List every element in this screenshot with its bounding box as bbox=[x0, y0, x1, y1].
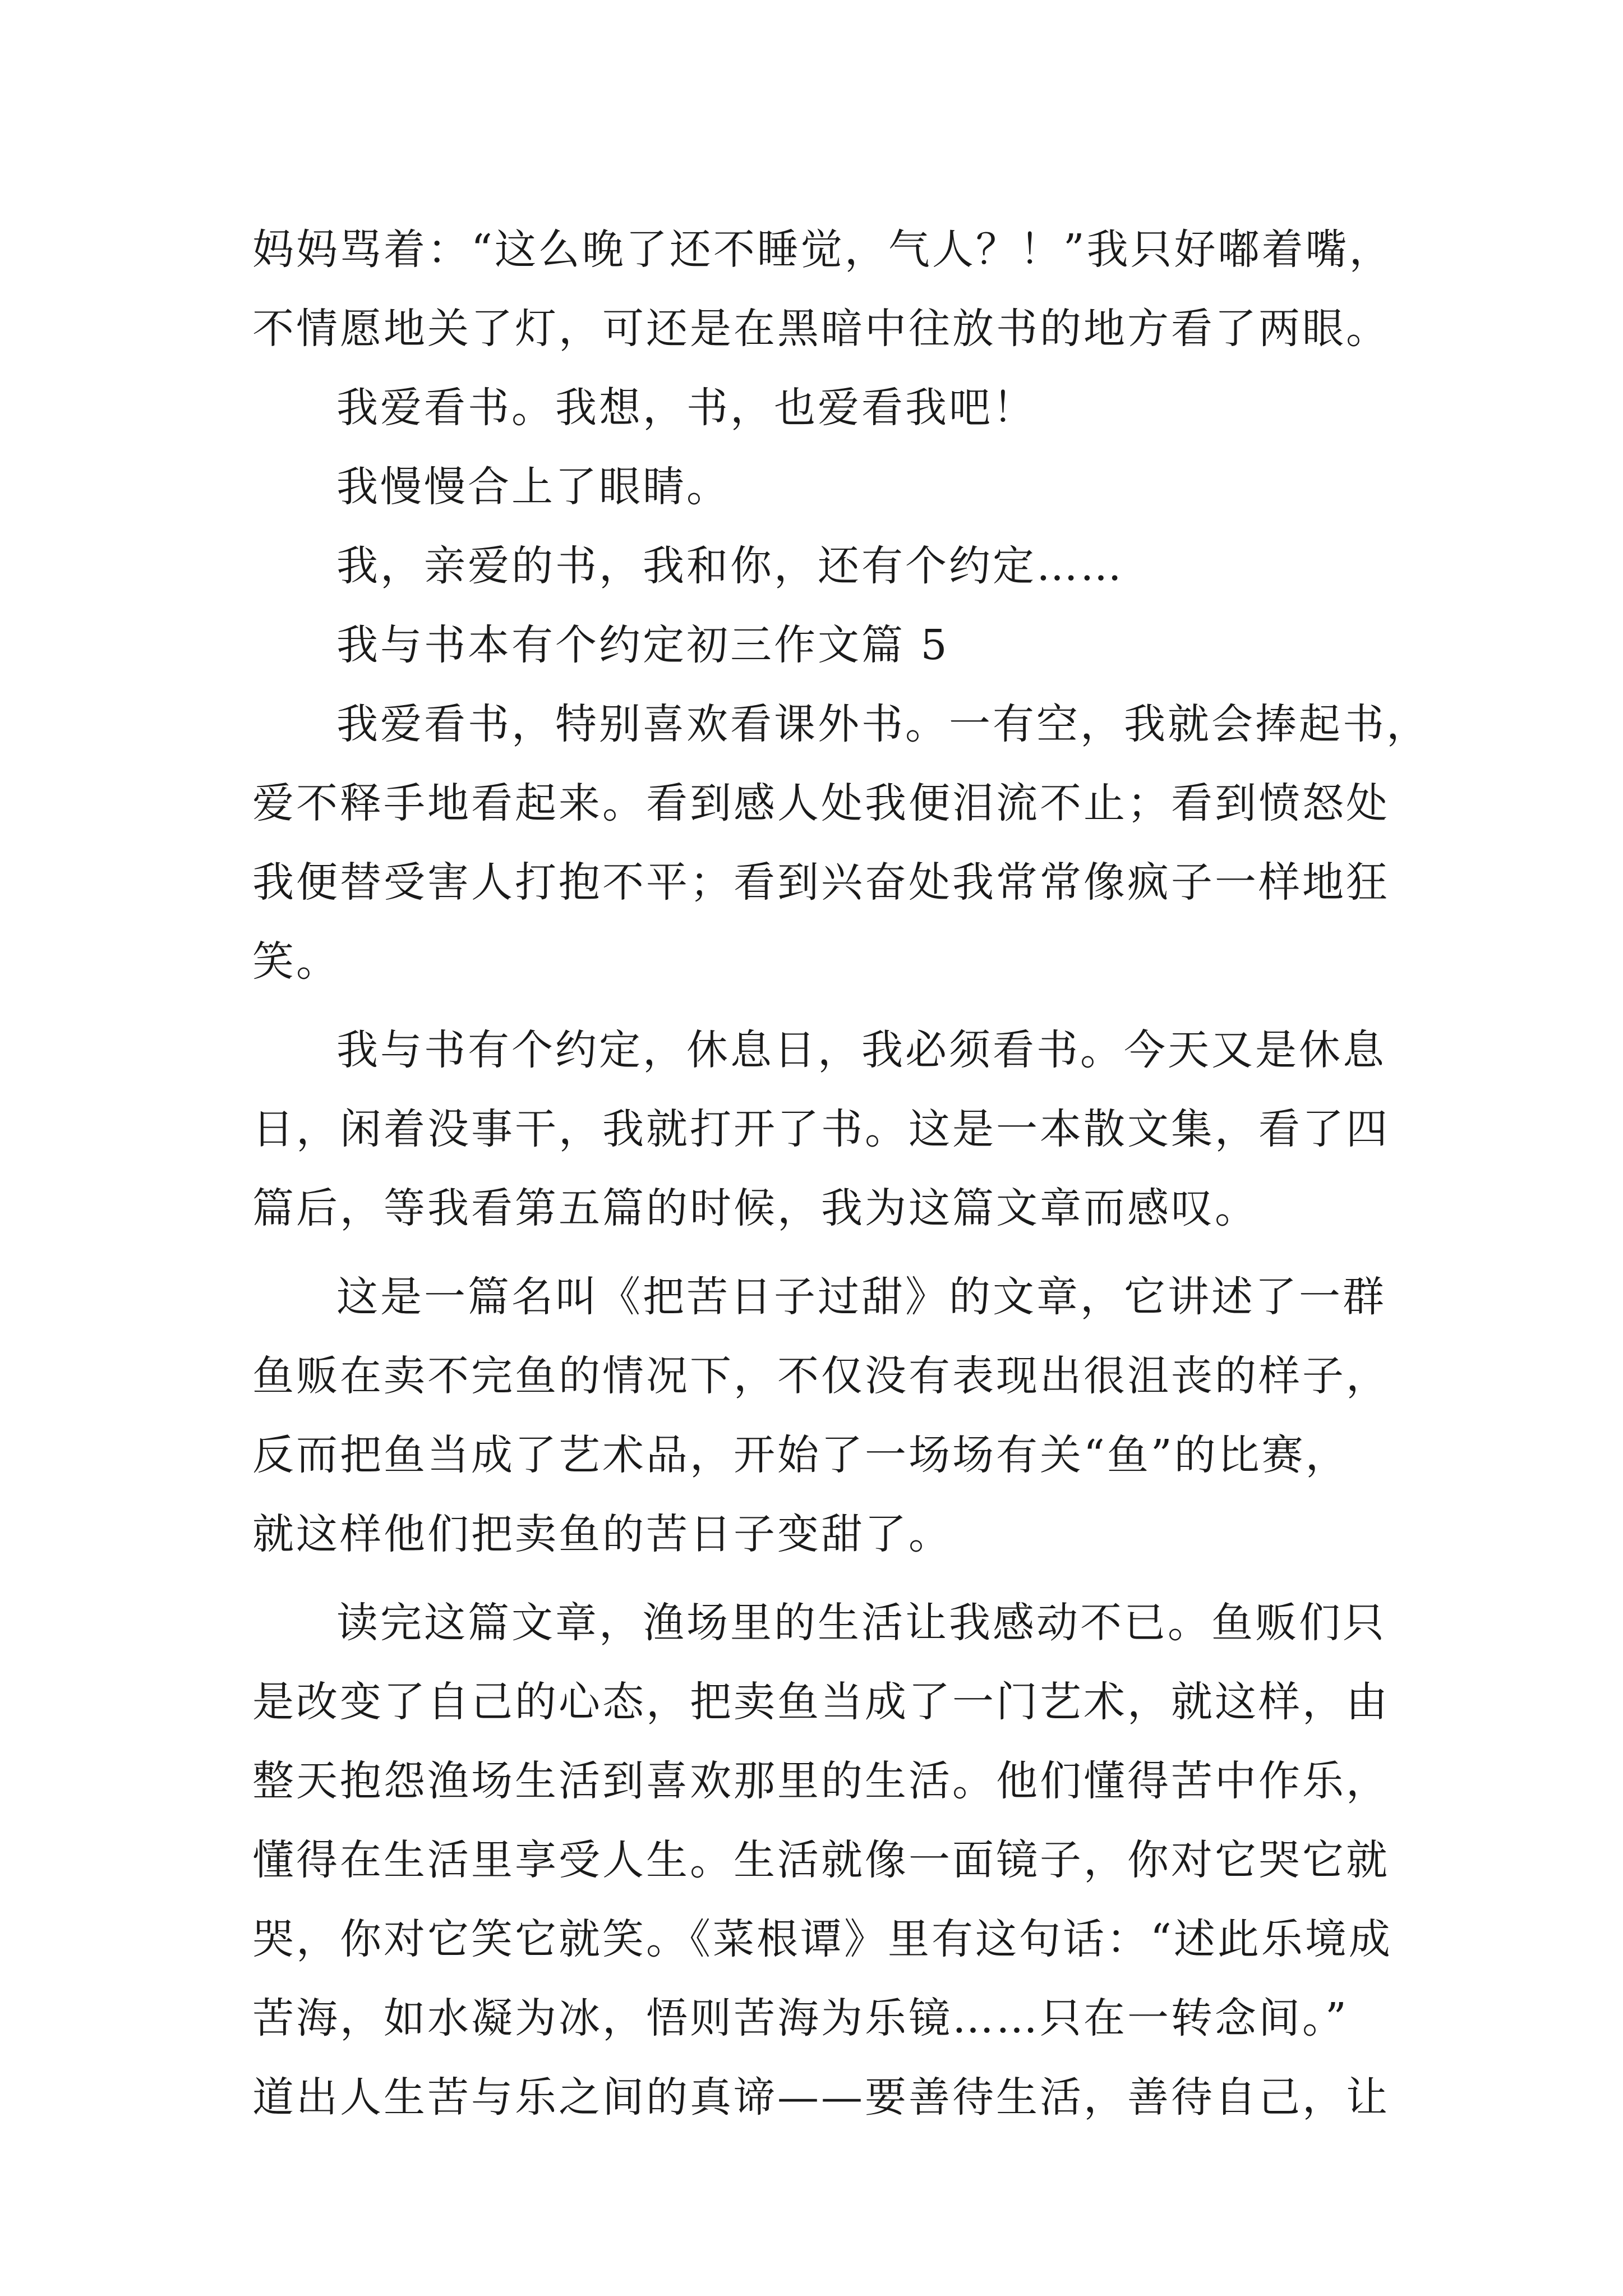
text-line: 这是一篇名叫《把苦日子过甜》的文章，它讲述了一群 bbox=[336, 1273, 1386, 1321]
paragraph bbox=[252, 369, 1396, 448]
paragraph bbox=[252, 527, 1396, 606]
text-line: 爱不释手地看起来。看到感人处我便泪流不止；看到愤怒处 bbox=[252, 779, 1390, 827]
text-line: 懂得在生活里享受人生。生活就像一面镜子，你对它哭它就 bbox=[252, 1836, 1390, 1884]
paragraph-spacer bbox=[252, 1574, 1396, 1584]
paragraph bbox=[252, 1584, 1396, 2137]
text-line: 我与书本有个约定初三作文篇 5 bbox=[336, 621, 949, 669]
text-line: 苦海，如水凝为冰，悟则苦海为乐镜……只在一转念间。” bbox=[252, 1994, 1349, 2042]
text-line: 日，闲着没事干，我就打开了书。这是一本散文集，看了四 bbox=[252, 1105, 1390, 1153]
paragraph bbox=[252, 1258, 1396, 1574]
paragraph-spacer bbox=[252, 1248, 1396, 1258]
text-line: 妈妈骂着：“这么晚了还不睡觉，气人？！”我只好嘟着嘴， bbox=[252, 226, 1393, 274]
text-line: 我爱看书。我想，书，也爱看我吧！ bbox=[336, 384, 1036, 432]
document-body bbox=[252, 210, 1430, 2137]
text-line: 哭，你对它笑它就笑。《菜根谭》里有这句话：“述此乐境成 bbox=[252, 1915, 1393, 1963]
text-line: 我与书有个约定，休息日，我必须看书。今天又是休息 bbox=[336, 1026, 1386, 1074]
text-line: 反而把鱼当成了艺术品，开始了一场场有关“鱼”的比赛， bbox=[252, 1431, 1349, 1479]
paragraph bbox=[252, 210, 1396, 369]
paragraph-spacer bbox=[252, 1001, 1396, 1011]
paragraph bbox=[252, 448, 1396, 527]
text-line: 篇后，等我看第五篇的时候，我为这篇文章而感叹。 bbox=[252, 1184, 1258, 1232]
text-line: 道出人生苦与乐之间的真谛——要善待生活，善待自己，让 bbox=[252, 2073, 1390, 2122]
text-line: 我爱看书，特别喜欢看课外书。一有空，我就会捧起书， bbox=[336, 700, 1430, 748]
section-heading bbox=[252, 606, 1396, 685]
text-line: 就这样他们把卖鱼的苦日子变甜了。 bbox=[252, 1510, 952, 1558]
text-line: 我便替受害人打抱不平；看到兴奋处我常常像疯子一样地狂 bbox=[252, 858, 1390, 907]
paragraph bbox=[252, 685, 1430, 1001]
paragraph bbox=[252, 1011, 1396, 1248]
text-line: 不情愿地关了灯，可还是在黑暗中往放书的地方看了两眼。 bbox=[252, 305, 1390, 353]
text-line: 我，亲爱的书，我和你，还有个约定…… bbox=[336, 542, 1124, 590]
text-line: 读完这篇文章，渔场里的生活让我感动不已。鱼贩们只 bbox=[336, 1599, 1386, 1647]
text-line: 鱼贩在卖不完鱼的情况下，不仅没有表现出很沮丧的样子， bbox=[252, 1352, 1390, 1400]
text-line: 笑。 bbox=[252, 937, 340, 986]
text-line: 是改变了自己的心态，把卖鱼当成了一门艺术，就这样，由 bbox=[252, 1678, 1390, 1726]
text-line: 整天抱怨渔场生活到喜欢那里的生活。他们懂得苦中作乐， bbox=[252, 1757, 1390, 1805]
text-line: 我慢慢合上了眼睛。 bbox=[336, 463, 730, 511]
